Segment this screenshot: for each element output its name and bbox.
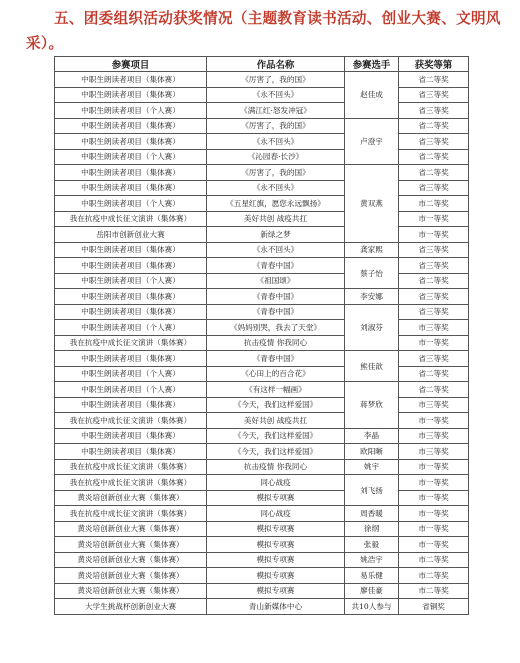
table-row <box>55 227 469 243</box>
cell-award-level: 市一等奖 <box>399 475 469 491</box>
cell-award-level: 省二等奖 <box>399 118 469 134</box>
cell-award-level: 市三等奖 <box>399 428 469 444</box>
cell-award-level: 市一等奖 <box>399 521 469 537</box>
cell-work-title: 《永不回头》 <box>207 87 345 103</box>
cell-participant: 徐纲 <box>345 521 399 537</box>
cell-work-title: 美好共创 战疫共扛 <box>207 211 345 227</box>
cell-award-level: 省三等奖 <box>399 351 469 367</box>
cell-work-title: 《永不回头》 <box>207 134 345 150</box>
awards-table <box>54 56 469 615</box>
table-row <box>55 87 469 103</box>
table-row <box>55 211 469 227</box>
cell-project: 中职生朗读者项目（集体赛） <box>55 134 207 150</box>
cell-award-level: 市二等奖 <box>399 196 469 212</box>
cell-award-level: 市一等奖 <box>399 211 469 227</box>
table-row <box>55 134 469 150</box>
cell-award-level: 省三等奖 <box>399 87 469 103</box>
cell-project: 我在抗疫中成长征文演讲（集体赛） <box>55 475 207 491</box>
table-row <box>55 351 469 367</box>
cell-participant: 龚家熙 <box>345 242 399 258</box>
table-row <box>55 335 469 351</box>
cell-award-level: 市一等奖 <box>399 459 469 475</box>
table-row <box>55 568 469 584</box>
table-row <box>55 552 469 568</box>
cell-work-title: 美好共创 战疫共扛 <box>207 413 345 429</box>
cell-award-level: 省三等奖 <box>399 180 469 196</box>
cell-award-level: 省三等奖 <box>399 304 469 320</box>
cell-project: 中职生朗读者项目（个人赛） <box>55 273 207 289</box>
cell-work-title: 模拟专项赛 <box>207 521 345 537</box>
cell-project: 中职生朗读者项目（个人赛） <box>55 103 207 119</box>
cell-work-title: 《厉害了，我的国》 <box>207 72 345 88</box>
cell-award-level: 市三等奖 <box>399 397 469 413</box>
cell-project: 黄炎培创新创业大赛（集体赛） <box>55 521 207 537</box>
cell-award-level: 市三等奖 <box>399 444 469 460</box>
cell-work-title: 《心田上的百合花》 <box>207 366 345 382</box>
cell-work-title: 《永不回头》 <box>207 242 345 258</box>
cell-project: 中职生朗读者项目（集体赛） <box>55 165 207 181</box>
cell-work-title: 模拟专项赛 <box>207 490 345 506</box>
cell-project: 中职生朗读者项目（集体赛） <box>55 118 207 134</box>
cell-project: 我在抗疫中成长征文演讲（集体赛） <box>55 211 207 227</box>
cell-work-title: 模拟专项赛 <box>207 568 345 584</box>
cell-work-title: 《妈妈别哭，我去了天堂》 <box>207 320 345 336</box>
cell-participant: 张毅 <box>345 537 399 553</box>
cell-award-level: 市一等奖 <box>399 506 469 522</box>
cell-participant: 刘淑芬 <box>345 304 399 351</box>
cell-award-level: 市一等奖 <box>399 335 469 351</box>
cell-participant: 姚浩宇 <box>345 552 399 568</box>
cell-participant: 卢澄宇 <box>345 118 399 165</box>
cell-work-title: 《青春中国》 <box>207 304 345 320</box>
table-row <box>55 366 469 382</box>
cell-award-level: 市一等奖 <box>399 537 469 553</box>
cell-project: 黄炎培创新创业大赛（集体赛） <box>55 490 207 506</box>
cell-participant: 共10人参与 <box>345 599 399 615</box>
cell-award-level: 省三等奖 <box>399 258 469 274</box>
cell-work-title: 《有这样一幅画》 <box>207 382 345 398</box>
header-participant: 参赛选手 <box>345 57 399 72</box>
cell-project: 中职生朗读者项目（集体赛） <box>55 289 207 305</box>
cell-work-title: 《祖国颂》 <box>207 273 345 289</box>
cell-project: 中职生朗读者项目（集体赛） <box>55 180 207 196</box>
cell-participant: 周香暖 <box>345 506 399 522</box>
cell-participant: 黄双燕 <box>345 165 399 243</box>
cell-work-title: 《满江红·怒发冲冠》 <box>207 103 345 119</box>
table-row <box>55 72 469 88</box>
cell-work-title: 《厉害了，我的国》 <box>207 118 345 134</box>
cell-participant: 易乐健 <box>345 568 399 584</box>
cell-project: 中职生朗读者项目（个人赛） <box>55 196 207 212</box>
table-row <box>55 583 469 599</box>
table-row <box>55 258 469 274</box>
cell-participant: 赵佳成 <box>345 72 399 119</box>
table-row <box>55 537 469 553</box>
cell-project: 中职生朗读者项目（集体赛） <box>55 304 207 320</box>
cell-work-title: 同心战疫 <box>207 475 345 491</box>
table-row <box>55 103 469 119</box>
header-project: 参赛项目 <box>55 57 207 72</box>
cell-award-level: 市二等奖 <box>399 583 469 599</box>
table-row <box>55 289 469 305</box>
cell-work-title: 模拟专项赛 <box>207 583 345 599</box>
cell-work-title: 抗击疫情 你我同心 <box>207 335 345 351</box>
cell-work-title: 《永不回头》 <box>207 180 345 196</box>
cell-participant: 欧阳晰 <box>345 444 399 460</box>
awards-table-body <box>55 72 469 615</box>
cell-project: 中职生朗读者项目（个人赛） <box>55 320 207 336</box>
cell-project: 中职生朗读者项目（集体赛） <box>55 351 207 367</box>
cell-work-title: 《五星红旗，愿您永远飘扬》 <box>207 196 345 212</box>
cell-award-level: 市二等奖 <box>399 552 469 568</box>
table-row <box>55 180 469 196</box>
cell-award-level: 省二等奖 <box>399 382 469 398</box>
table-row <box>55 506 469 522</box>
cell-work-title: 抗击疫情 你我同心 <box>207 459 345 475</box>
cell-award-level: 市二等奖 <box>399 568 469 584</box>
cell-participant: 刘飞扬 <box>345 475 399 506</box>
cell-work-title: 《沁园春·长沙》 <box>207 149 345 165</box>
table-row <box>55 149 469 165</box>
table-row <box>55 428 469 444</box>
table-row <box>55 304 469 320</box>
cell-award-level: 省三等奖 <box>399 242 469 258</box>
table-header-row <box>55 57 469 72</box>
table-row <box>55 196 469 212</box>
cell-award-level: 市三等奖 <box>399 320 469 336</box>
cell-award-level: 省二等奖 <box>399 165 469 181</box>
cell-award-level: 省三等奖 <box>399 134 469 150</box>
table-row <box>55 475 469 491</box>
cell-work-title: 《今天，我们这样爱国》 <box>207 397 345 413</box>
cell-award-level: 省铜奖 <box>399 599 469 615</box>
cell-work-title: 《青春中国》 <box>207 289 345 305</box>
cell-work-title: 新绿之梦 <box>207 227 345 243</box>
cell-project: 黄炎培创新创业大赛（集体赛） <box>55 537 207 553</box>
table-row <box>55 459 469 475</box>
cell-project: 中职生朗读者项目（集体赛） <box>55 87 207 103</box>
cell-participant: 李晶 <box>345 428 399 444</box>
cell-award-level: 市一等奖 <box>399 490 469 506</box>
cell-project: 中职生朗读者项目（集体赛） <box>55 242 207 258</box>
cell-participant: 蔡子怡 <box>345 258 399 289</box>
cell-project: 中职生朗读者项目（个人赛） <box>55 366 207 382</box>
cell-project: 我在抗疫中成长征文演讲（集体赛） <box>55 459 207 475</box>
cell-award-level: 省二等奖 <box>399 366 469 382</box>
cell-work-title: 青山新媒体中心 <box>207 599 345 615</box>
header-work-title: 作品名称 <box>207 57 345 72</box>
table-row <box>55 413 469 429</box>
table-row <box>55 165 469 181</box>
cell-project: 中职生朗读者项目（集体赛） <box>55 258 207 274</box>
header-award-level: 获奖等第 <box>399 57 469 72</box>
table-row <box>55 521 469 537</box>
cell-project: 中职生朗读者项目（集体赛） <box>55 428 207 444</box>
cell-work-title: 《今天，我们这样爱国》 <box>207 428 345 444</box>
cell-award-level: 省三等奖 <box>399 289 469 305</box>
table-row <box>55 444 469 460</box>
cell-project: 黄炎培创新创业大赛（集体赛） <box>55 552 207 568</box>
table-row <box>55 320 469 336</box>
cell-award-level: 省二等奖 <box>399 273 469 289</box>
table-row <box>55 490 469 506</box>
cell-project: 我在抗疫中成长征文演讲（集体赛） <box>55 413 207 429</box>
cell-work-title: 《青春中国》 <box>207 351 345 367</box>
cell-project: 大学生挑战杯创新创业大赛 <box>55 599 207 615</box>
table-row <box>55 397 469 413</box>
cell-award-level: 省三等奖 <box>399 103 469 119</box>
table-row <box>55 382 469 398</box>
cell-project: 中职生朗读者项目（集体赛） <box>55 72 207 88</box>
cell-award-level: 省二等奖 <box>399 149 469 165</box>
table-row <box>55 242 469 258</box>
cell-project: 岳阳市创新创业大赛 <box>55 227 207 243</box>
cell-project: 我在抗疫中成长征文演讲（集体赛） <box>55 335 207 351</box>
cell-work-title: 《今天，我们这样爱国》 <box>207 444 345 460</box>
cell-work-title: 《厉害了，我的国》 <box>207 165 345 181</box>
cell-award-level: 市一等奖 <box>399 413 469 429</box>
cell-project: 中职生朗读者项目（集体赛） <box>55 397 207 413</box>
cell-participant: 廖佳豪 <box>345 583 399 599</box>
cell-project: 中职生朗读者项目（个人赛） <box>55 382 207 398</box>
cell-work-title: 同心战疫 <box>207 506 345 522</box>
section-heading: 五、团委组织活动获奖情况（主题教育读书活动、创业大赛、文明风采）。 <box>26 10 501 52</box>
table-row <box>55 273 469 289</box>
cell-project: 黄炎培创新创业大赛（集体赛） <box>55 568 207 584</box>
cell-award-level: 省二等奖 <box>399 72 469 88</box>
table-row <box>55 599 469 615</box>
cell-work-title: 《青春中国》 <box>207 258 345 274</box>
cell-project: 黄炎培创新创业大赛（集体赛） <box>55 583 207 599</box>
cell-project: 中职生朗读者项目（集体赛） <box>55 444 207 460</box>
cell-participant: 姚宇 <box>345 459 399 475</box>
cell-participant: 李安娜 <box>345 289 399 305</box>
cell-award-level: 市一等奖 <box>399 227 469 243</box>
table-row <box>55 118 469 134</box>
cell-work-title: 模拟专项赛 <box>207 537 345 553</box>
cell-project: 我在抗疫中成长征文演讲（集体赛） <box>55 506 207 522</box>
cell-work-title: 模拟专项赛 <box>207 552 345 568</box>
cell-participant: 蒋梦欣 <box>345 382 399 429</box>
cell-project: 中职生朗读者项目（个人赛） <box>55 149 207 165</box>
cell-participant: 熊佳歆 <box>345 351 399 382</box>
